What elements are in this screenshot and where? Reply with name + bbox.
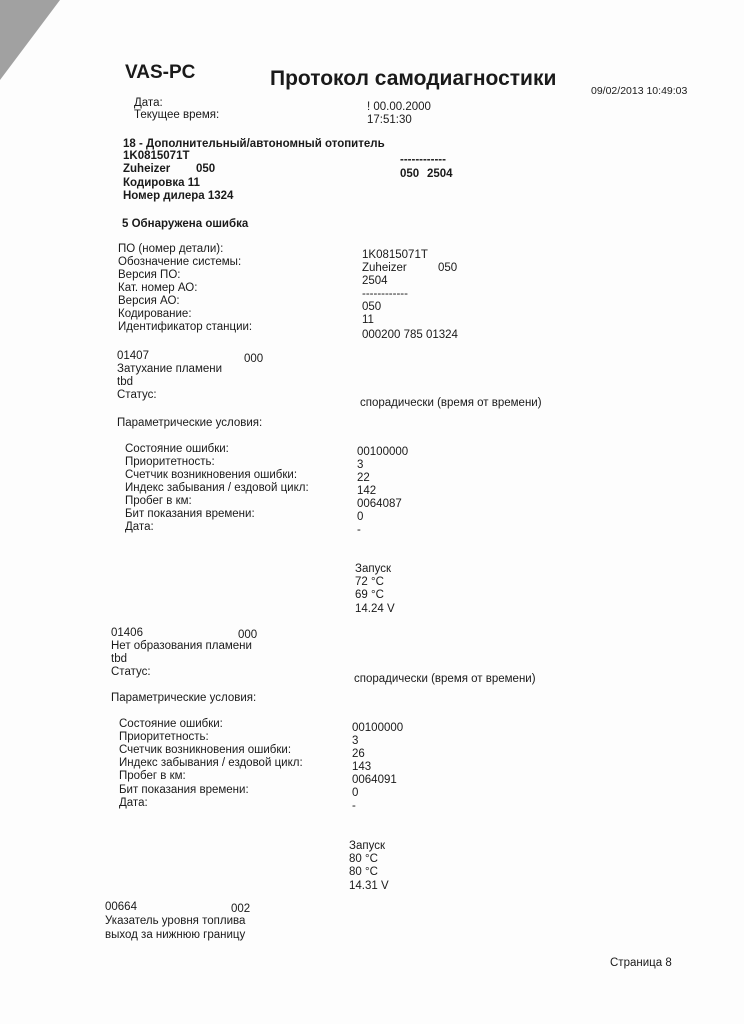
fault-code: 00664 [105,901,137,913]
module-coding: Кодировка 11 [123,177,200,189]
env-value: 69 °C [355,589,384,601]
cond-label: Бит показания времени: [119,784,249,796]
cond-label: Дата: [125,521,154,533]
cond-label: Состояние ошибки: [119,718,223,730]
fault-desc: Нет образования пламени [111,640,252,652]
brand: VAS-PC [125,62,196,83]
fault-suffix: 000 [244,353,264,365]
identity-value: 050 [362,301,382,313]
env-value: 14.24 V [355,603,395,615]
identity-value: ------------ [362,288,408,300]
cond-label: Индекс забывания / ездовой цикл: [125,482,309,494]
env-value: Запуск [349,840,385,852]
date-value: ! 00.00.2000 [367,101,431,113]
module-dashes: ------------ [400,154,446,166]
cond-value: 142 [357,485,377,497]
cond-value: 143 [352,761,372,773]
identity-label: Кодирование: [118,308,192,320]
identity-value: 2504 [362,275,388,287]
cond-value: 0 [352,787,359,799]
cond-value: 22 [357,472,370,484]
fault-suffix: 000 [238,629,258,641]
env-value: 80 °C [349,866,378,878]
module-dealer: Номер дилера 1324 [123,190,234,202]
cond-label: Приоритетность: [119,731,209,743]
fault-tbd: tbd [111,653,127,665]
identity-value: 000200 785 01324 [362,329,458,341]
env-value: 14.31 V [349,880,389,892]
cond-value: 26 [352,748,365,760]
time-value: 17:51:30 [367,114,412,126]
identity-label: Версия ПО: [118,269,181,281]
status-value: спорадически (время от времени) [360,397,542,409]
cond-label: Индекс забывания / ездовой цикл: [119,757,303,769]
fault-desc: Затухание пламени [117,363,223,375]
module-component: Zuheizer [123,163,171,175]
cond-value: 0064091 [352,774,397,786]
identity-zuheizer-ver: 050 [438,262,458,274]
cond-label: Бит показания времени: [125,508,255,520]
module-component-ver: 050 [196,163,216,175]
identity-value: 1K0815071T [362,249,428,261]
cond-label: Дата: [119,797,148,809]
identity-label: Обозначение системы: [118,256,242,268]
fault-desc: Указатель уровня топлива [105,915,246,927]
identity-value: 11 [362,314,374,326]
status-label: Статус: [117,389,157,401]
identity-value: Zuheizer [362,262,407,274]
param-label: Параметрические условия: [111,692,257,704]
cond-label: Приоритетность: [125,456,215,468]
cond-label: Состояние ошибки: [125,443,229,455]
cond-value: 0 [357,511,364,523]
identity-label: Версия АО: [118,295,180,307]
cond-value: 3 [352,735,359,747]
fault-tbd: tbd [117,376,133,388]
param-label: Параметрические условия: [117,417,263,429]
page-number: Страница 8 [610,957,672,969]
fault-desc2: выход за нижнюю границу [105,929,246,941]
cond-value: 00100000 [357,446,409,458]
scan-edge-shadow [0,0,60,80]
module-name: 18 - Дополнительный/автономный отопитель [123,138,385,150]
cond-value: 3 [357,459,364,471]
module-ver-left: 050 [400,168,420,180]
env-value: Запуск [355,563,391,575]
date-label: Дата: [134,97,163,109]
fault-suffix: 002 [231,903,251,915]
fault-code: 01406 [111,627,143,639]
identity-label: Идентификатор станции: [118,321,253,333]
identity-label: Кат. номер АО: [118,282,198,294]
cond-label: Пробег в км: [119,770,186,782]
faults-found: 5 Обнаружена ошибка [122,218,249,230]
identity-label: ПО (номер детали): [118,243,224,255]
time-label: Текущее время: [134,109,220,121]
cond-value: - [352,800,356,812]
cond-value: - [357,524,361,536]
env-value: 80 °C [349,853,378,865]
fault-code: 01407 [117,350,149,362]
cond-value: 00100000 [352,722,404,734]
cond-label: Пробег в км: [125,495,192,507]
module-part: 1K0815071T [123,150,190,162]
cond-label: Счетчик возникновения ошибки: [125,469,298,481]
cond-label: Счетчик возникновения ошибки: [119,744,292,756]
status-label: Статус: [111,666,151,678]
module-ver-right: 2504 [427,168,453,180]
page-title: Протокол самодиагностики [270,67,557,90]
env-value: 72 °C [355,576,384,588]
status-value: спорадически (время от времени) [354,673,536,685]
print-timestamp: 09/02/2013 10:49:03 [591,85,688,97]
cond-value: 0064087 [357,498,402,510]
